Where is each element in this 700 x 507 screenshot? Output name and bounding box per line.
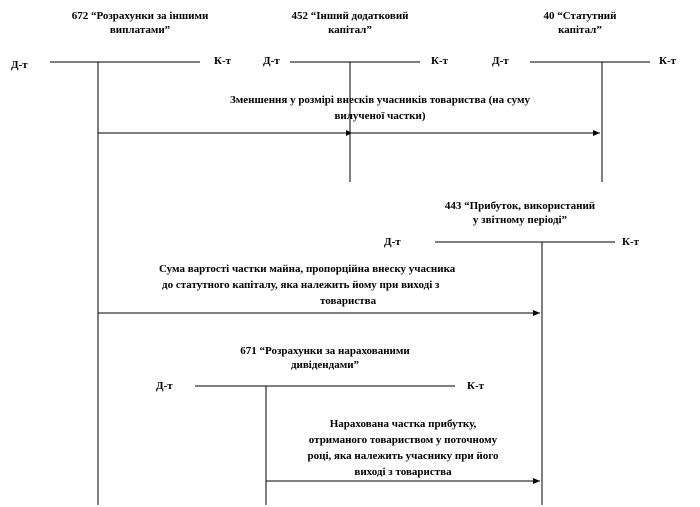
account-443-credit: К-т	[622, 236, 640, 248]
account-40-credit: К-т	[659, 55, 677, 67]
account-672-debit: Д-т	[11, 59, 28, 71]
account-443-title: 443 “Прибуток, використаний у звітному періоді”	[444, 200, 596, 226]
account-40-debit: Д-т	[492, 55, 509, 67]
account-672-credit: К-т	[214, 55, 232, 67]
entry-1-text: Зменшення у розмірі внесків учасників товариства (на суму вилученої частки)	[230, 94, 530, 122]
entry-2-text: Сума вартості частки майна, пропорційна внеску учасника до статутного капіталу, яка належить йому при виході з товариства	[159, 263, 456, 307]
entry-3-text: Нарахована частка прибутку, отриманого товариством у поточному році, яка належить учаснику при його виході з товариства	[307, 418, 499, 478]
account-452-title: 452 “Інший додатковий капітал”	[291, 10, 409, 36]
entry-1-tick	[346, 130, 352, 136]
account-452-debit: Д-т	[263, 55, 280, 67]
account-672-title: 672 “Розрахунки за іншими виплатами”	[71, 10, 209, 36]
account-671-debit: Д-т	[156, 380, 173, 392]
account-443-debit: Д-т	[384, 236, 401, 248]
account-671-credit: К-т	[467, 380, 485, 392]
account-40-title: 40 “Статутний капітал”	[543, 10, 617, 36]
account-671-title: 671 “Розрахунки за нарахованими дивідендами”	[240, 345, 410, 371]
account-452-credit: К-т	[431, 55, 449, 67]
